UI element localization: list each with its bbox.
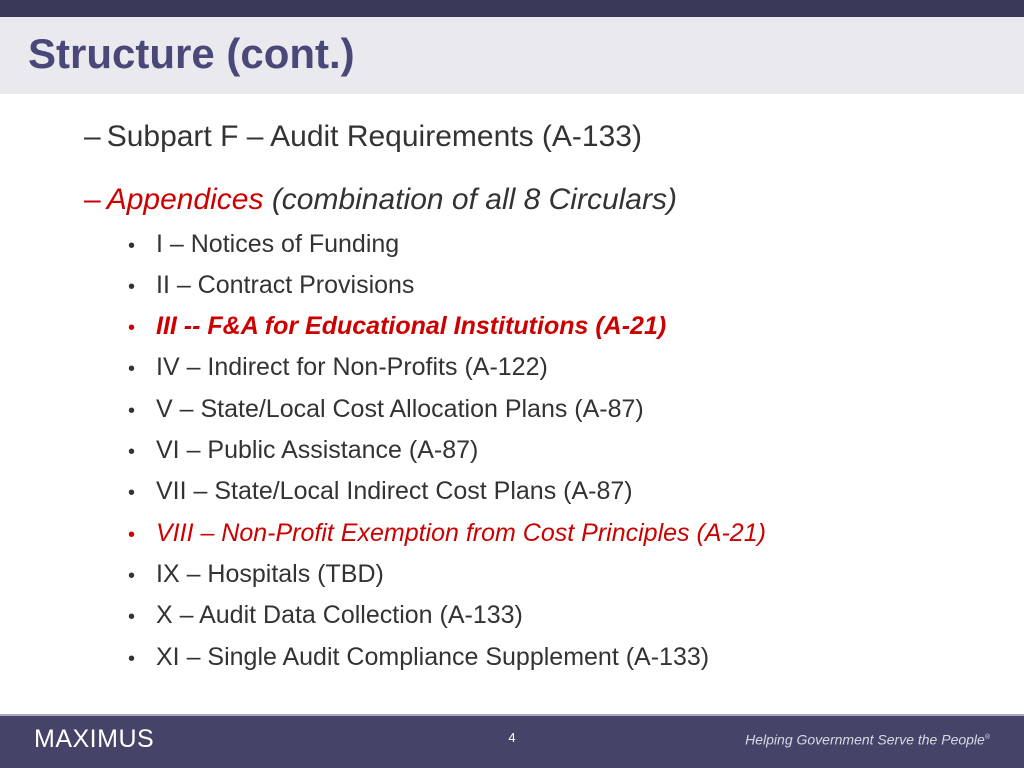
appendix-item <box>128 229 399 261</box>
bullet-marker: • <box>128 565 136 587</box>
bullet-marker: • <box>128 606 136 628</box>
appendix-item <box>128 352 548 384</box>
appendices-note: (combination of all 8 Circulars) <box>263 183 677 216</box>
list-item-text: Subpart F – Audit Requirements (A-133) <box>106 120 642 153</box>
list-item-subpart-f <box>84 119 642 155</box>
appendix-text: IX – Hospitals (TBD) <box>156 560 384 588</box>
bullet-marker: • <box>128 400 136 422</box>
maximus-logo: MAXIMUS <box>34 725 155 753</box>
appendix-text: VIII – Non-Profit Exemption from Cost Principles (A-21) <box>156 519 766 547</box>
appendix-item <box>128 270 414 302</box>
dash-marker: – <box>84 120 101 153</box>
list-item-appendices <box>84 182 677 218</box>
appendix-text: X – Audit Data Collection (A-133) <box>156 601 523 629</box>
appendix-text: I – Notices of Funding <box>156 230 400 258</box>
footer-tagline <box>745 729 990 749</box>
appendix-item <box>128 435 478 467</box>
page-number: 4 <box>508 730 516 745</box>
appendix-text: V – State/Local Cost Allocation Plans (A-87) <box>156 395 644 423</box>
appendices-label: Appendices <box>106 183 264 216</box>
appendix-item <box>128 642 709 674</box>
appendix-item <box>128 559 384 591</box>
bullet-marker: • <box>128 317 136 339</box>
bullet-marker: • <box>128 648 136 670</box>
appendix-text: III -- F&A for Educational Institutions (A-21) <box>156 312 667 340</box>
bullet-marker: • <box>128 524 136 546</box>
appendix-item <box>128 600 523 632</box>
bullet-marker: • <box>128 441 136 463</box>
appendix-text: IV – Indirect for Non-Profits (A-122) <box>156 353 548 381</box>
bullet-marker: • <box>128 235 136 257</box>
appendix-item-highlighted <box>128 518 766 550</box>
slide-title: Structure (cont.) <box>28 30 355 77</box>
registered-mark: ® <box>984 734 990 741</box>
appendix-item <box>128 394 644 426</box>
tagline-text: Helping Government Serve the People <box>745 731 985 748</box>
bullet-marker: • <box>128 276 136 298</box>
bullet-marker: • <box>128 482 136 504</box>
appendix-text: XI – Single Audit Compliance Supplement (A-133) <box>156 643 710 671</box>
appendix-text: VI – Public Assistance (A-87) <box>156 436 479 464</box>
bullet-marker: • <box>128 358 136 380</box>
appendix-text: VII – State/Local Indirect Cost Plans (A-87) <box>156 477 633 505</box>
appendix-item <box>128 476 633 508</box>
footer-divider <box>0 714 1024 716</box>
appendix-text: II – Contract Provisions <box>156 271 415 299</box>
dash-marker: – <box>84 183 101 216</box>
appendix-item-highlighted <box>128 311 666 343</box>
